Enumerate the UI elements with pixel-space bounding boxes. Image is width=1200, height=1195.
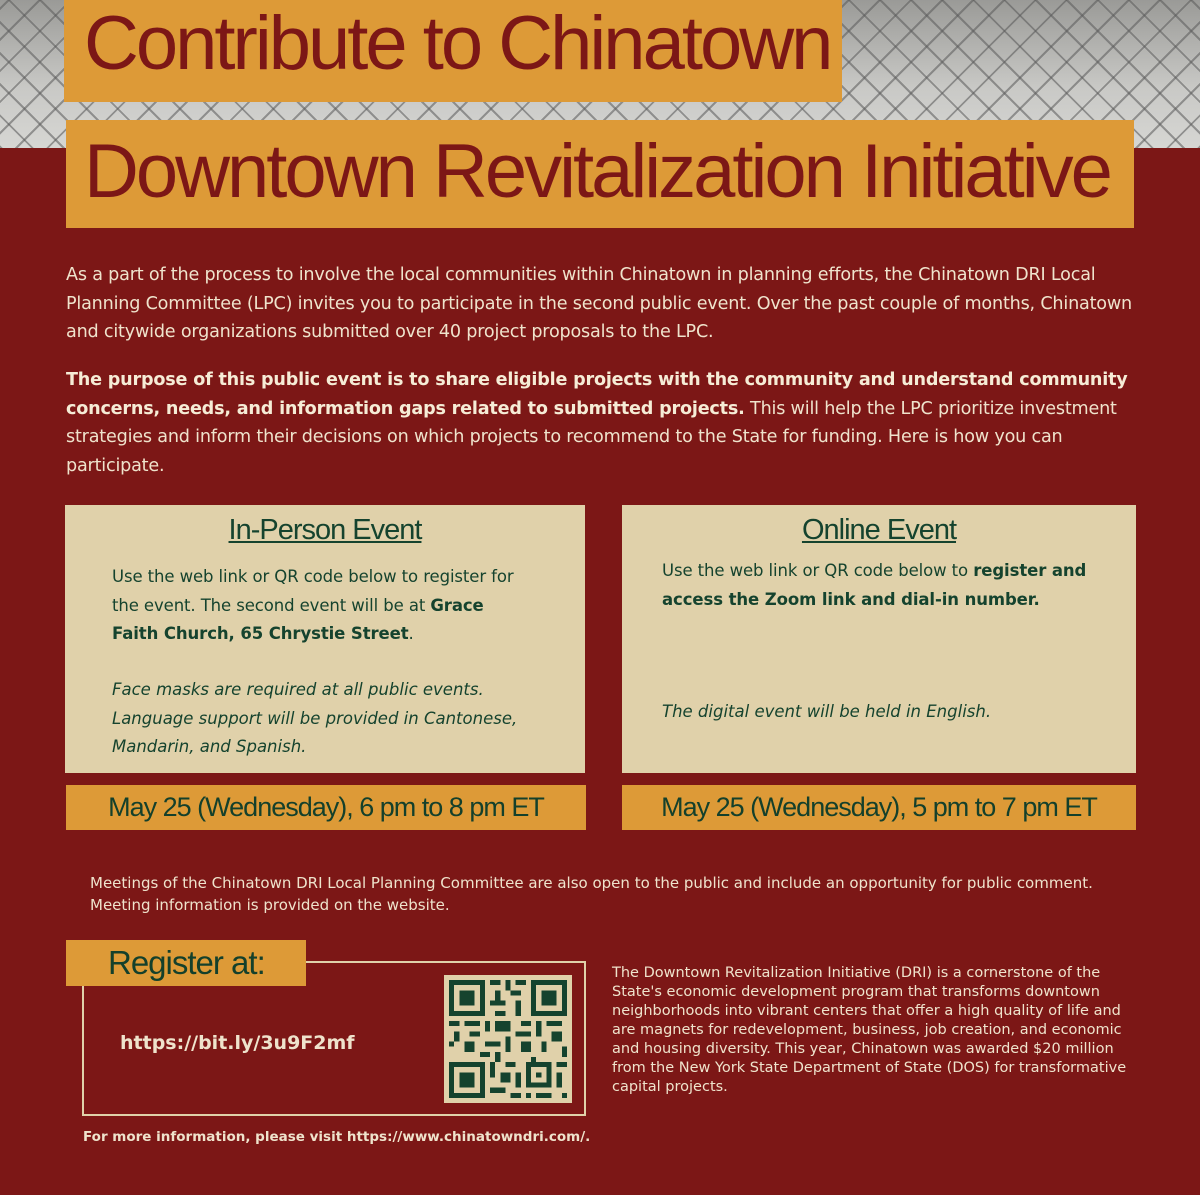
in-person-event-heading: In-Person Event: [228, 514, 422, 546]
register-url-link[interactable]: https://bit.ly/3u9F2mf: [120, 1032, 355, 1054]
in-person-location: Grace Faith Church, 65 Chrystie Street: [112, 595, 484, 643]
online-event-heading: Online Event: [801, 514, 957, 546]
in-person-text: Use the web link or QR code below to register for the event. The second event will be at: [112, 567, 514, 615]
title-line-2: Downtown Revitalization Initiative: [66, 120, 1134, 228]
intro-paragraph-1: As a part of the process to involve the local communities within Chinatown in planning efforts, the Chinatown DRI Local Planning Committee (LPC) invites you to participate in the second public event. Over the past couple of months, Chinatown and citywide organizations submitted over 40 project proposals to the LPC.: [66, 265, 1133, 342]
title-line-1: Contribute to Chinatown: [64, 0, 842, 102]
intro-purpose-rest: This will help the LPC prioritize investment strategies and inform their decisions on which projects to recommend to the State for funding. Here is how you can participate.: [66, 398, 1117, 476]
online-event-note: The digital event will be held in English.: [662, 702, 992, 721]
intro-paragraph-2: [66, 366, 1136, 480]
in-person-event-card: [65, 505, 585, 773]
more-info-link[interactable]: For more information, please visit https://www.chinatowndri.com/.: [83, 1129, 591, 1145]
online-event-description: [662, 557, 1102, 614]
meetings-note: Meetings of the Chinatown DRI Local Planning Committee are also open to the public and include an opportunity for public comment. Meeting information is provided on the website.: [90, 874, 1093, 914]
qr-code-icon[interactable]: [444, 975, 572, 1103]
online-event-date: May 25 (Wednesday), 5 pm to 7 pm ET: [622, 785, 1136, 830]
intro-purpose-bold: The purpose of this public event is to share eligible projects with the community and understand community concerns, needs, and information gaps related to submitted projects.: [66, 370, 1128, 419]
in-person-event-date: May 25 (Wednesday), 6 pm to 8 pm ET: [66, 785, 586, 830]
in-person-text-end: .: [408, 624, 414, 643]
register-label: Register at:: [66, 940, 306, 986]
in-person-event-note: Face masks are required at all public events. Language support will be provided in Cantonese, Mandarin, and Spanish.: [112, 680, 518, 756]
online-text: Use the web link or QR code below to: [662, 561, 974, 580]
online-event-card: [622, 505, 1136, 773]
in-person-event-description: [112, 563, 532, 649]
online-register-bold: register and access the Zoom link and dial-in number.: [662, 561, 1087, 609]
dri-description: The Downtown Revitalization Initiative (DRI) is a cornerstone of the State's economic development program that transforms downtown neighborhoods into vibrant centers that offer a high quality of life and are magnets for redevelopment, business, job creation, and economic and housing diversity. This year, Chinatown was awarded $20 million from the New York State Department of State (DOS) for transformative capital projects.: [612, 965, 1127, 1095]
